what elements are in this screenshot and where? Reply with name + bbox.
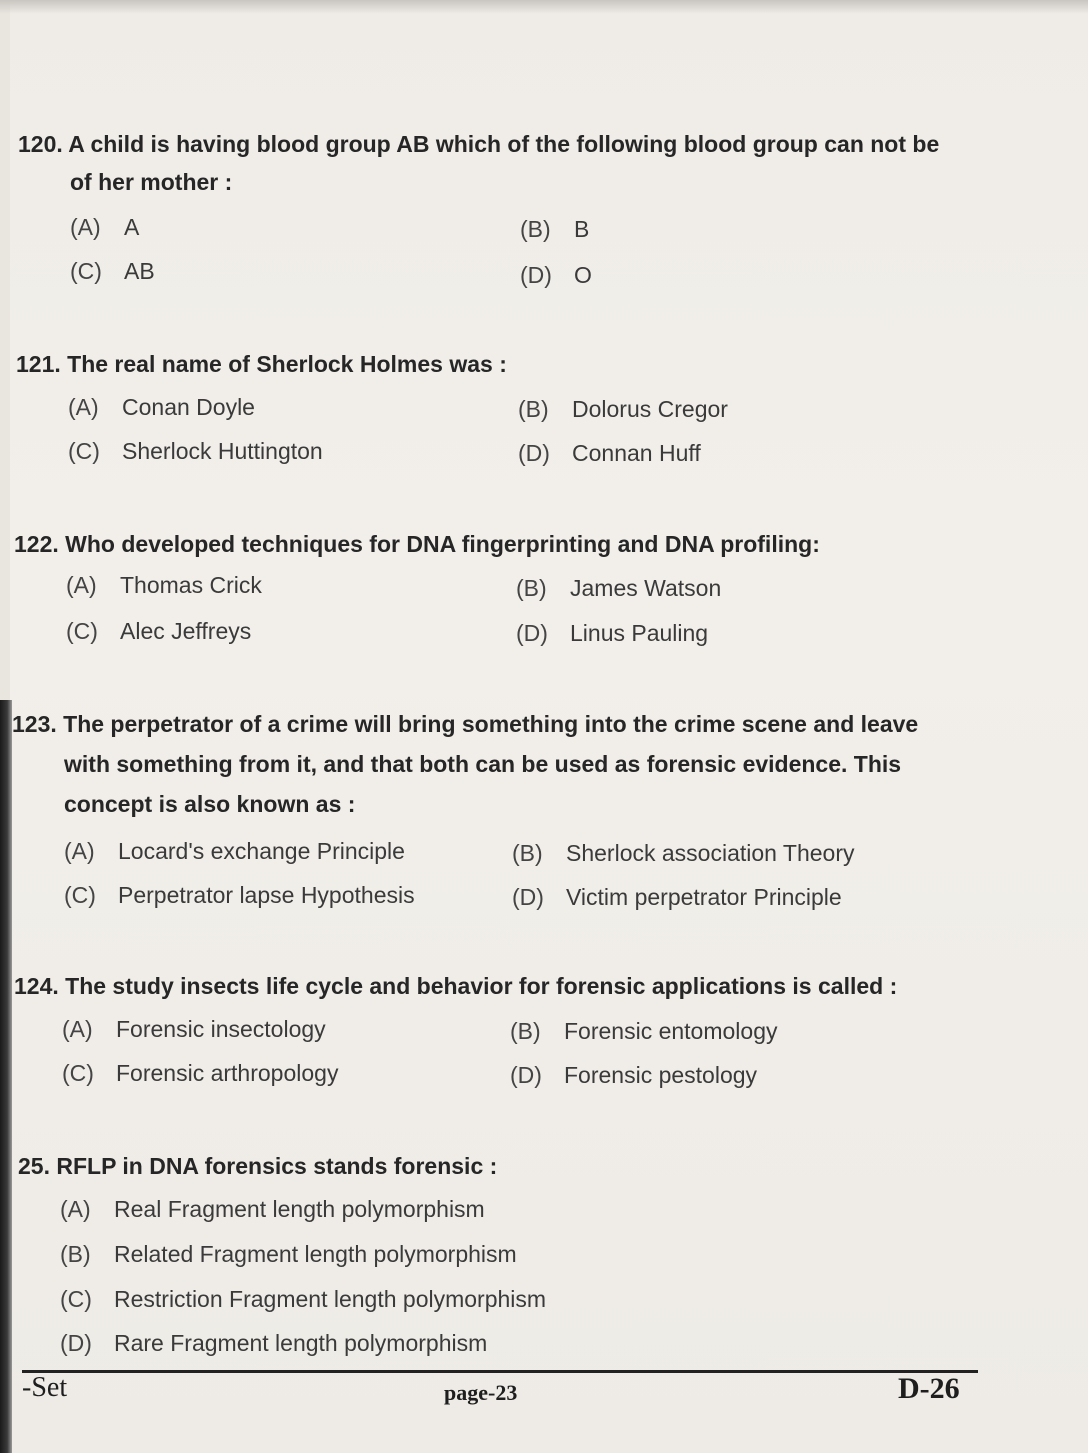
question-124-option-c bbox=[62, 1058, 338, 1088]
question-125-text-line1: 25. RFLP in DNA forensics stands forensic : bbox=[18, 1153, 498, 1179]
option-text: Thomas Crick bbox=[120, 572, 262, 598]
option-label: (C) bbox=[68, 438, 100, 464]
page-top-shadow bbox=[0, 0, 1088, 14]
option-label: (D) bbox=[516, 620, 548, 646]
option-text: Restriction Fragment length polymorphism bbox=[114, 1286, 547, 1312]
question-120-option-a bbox=[70, 212, 139, 242]
option-label: (C) bbox=[64, 882, 96, 908]
question-123-text-line3: concept is also known as : bbox=[64, 791, 356, 817]
question-122-option-b bbox=[516, 573, 721, 603]
option-label: (C) bbox=[60, 1286, 92, 1312]
option-label: (C) bbox=[70, 258, 102, 284]
option-text: Conan Doyle bbox=[122, 394, 255, 420]
option-text: Related Fragment length polymorphism bbox=[114, 1241, 517, 1267]
option-text: Forensic entomology bbox=[564, 1018, 778, 1044]
option-text: Locard's exchange Principle bbox=[118, 838, 405, 864]
question-124-text-line1: 124. The study insects life cycle and behavior for forensic applications is called : bbox=[14, 973, 898, 999]
option-label: (B) bbox=[510, 1018, 541, 1044]
page-binding-edge bbox=[0, 700, 12, 1453]
option-label: (A) bbox=[70, 214, 101, 240]
option-text: Linus Pauling bbox=[570, 620, 709, 646]
option-label: (A) bbox=[66, 572, 97, 598]
option-text: B bbox=[574, 216, 590, 242]
option-label: (B) bbox=[60, 1241, 91, 1267]
footer-rule bbox=[22, 1370, 978, 1373]
option-label: (C) bbox=[66, 618, 98, 644]
option-label: (D) bbox=[518, 440, 550, 466]
question-125-option-d bbox=[60, 1328, 487, 1358]
option-label: (D) bbox=[520, 262, 552, 288]
question-121-option-c bbox=[68, 436, 323, 466]
option-label: (A) bbox=[64, 838, 95, 864]
option-text: Forensic insectology bbox=[116, 1016, 326, 1042]
question-121-text-line1: 121. The real name of Sherlock Holmes was : bbox=[16, 351, 507, 377]
option-text: Sherlock association Theory bbox=[566, 840, 855, 866]
option-text: Connan Huff bbox=[572, 440, 701, 466]
question-120-option-d bbox=[520, 260, 592, 290]
option-text: Forensic arthropology bbox=[116, 1060, 339, 1086]
question-124-option-d bbox=[510, 1060, 757, 1090]
option-text: Victim perpetrator Principle bbox=[566, 884, 842, 910]
footer-page-code: D-26 bbox=[898, 1372, 960, 1405]
option-label: (D) bbox=[60, 1330, 92, 1356]
question-122-option-a bbox=[66, 570, 262, 600]
question-123-option-a bbox=[64, 836, 405, 866]
question-122-option-d bbox=[516, 618, 708, 648]
option-text: A bbox=[124, 214, 140, 240]
option-label: (D) bbox=[510, 1062, 542, 1088]
option-label: (B) bbox=[518, 396, 549, 422]
question-121-option-d bbox=[518, 438, 701, 468]
option-text: Sherlock Huttington bbox=[122, 438, 323, 464]
question-120-option-c bbox=[70, 256, 155, 286]
option-text: AB bbox=[124, 258, 155, 284]
question-120-option-b bbox=[520, 214, 589, 244]
question-123-option-d bbox=[512, 882, 842, 912]
question-123-text-line1: 123. The perpetrator of a crime will bring something into the crime scene and leave bbox=[12, 711, 919, 737]
option-label: (A) bbox=[68, 394, 99, 420]
footer-set-label: -Set bbox=[22, 1372, 68, 1403]
option-text: Alec Jeffreys bbox=[120, 618, 252, 644]
option-label: (B) bbox=[516, 575, 547, 601]
option-text: Perpetrator lapse Hypothesis bbox=[118, 882, 415, 908]
option-text: Dolorus Cregor bbox=[572, 396, 728, 422]
option-label: (B) bbox=[520, 216, 551, 242]
question-120-text-line2: of her mother : bbox=[70, 169, 233, 195]
question-124-option-a bbox=[62, 1014, 326, 1044]
question-120-text-line1: 120. A child is having blood group AB which of the following blood group can not be bbox=[18, 131, 940, 157]
question-123-option-c bbox=[64, 880, 415, 910]
option-label: (A) bbox=[60, 1196, 91, 1222]
question-122-option-c bbox=[66, 616, 251, 646]
question-121-option-a bbox=[68, 392, 255, 422]
footer-page-number: page-23 bbox=[444, 1380, 518, 1405]
question-121-option-b bbox=[518, 394, 728, 424]
question-123-text-line2: with something from it, and that both can be used as forensic evidence. This bbox=[64, 751, 902, 777]
option-text: Real Fragment length polymorphism bbox=[114, 1196, 485, 1222]
option-text: James Watson bbox=[570, 575, 722, 601]
option-text: O bbox=[574, 262, 592, 288]
option-text: Forensic pestology bbox=[564, 1062, 758, 1088]
option-text: Rare Fragment length polymorphism bbox=[114, 1330, 488, 1356]
option-label: (B) bbox=[512, 840, 543, 866]
option-label: (A) bbox=[62, 1016, 93, 1042]
question-123-option-b bbox=[512, 838, 855, 868]
question-124-option-b bbox=[510, 1016, 778, 1046]
question-125-option-a bbox=[60, 1194, 485, 1224]
question-125-option-c bbox=[60, 1284, 546, 1314]
option-label: (D) bbox=[512, 884, 544, 910]
question-122-text-line1: 122. Who developed techniques for DNA fingerprinting and DNA profiling: bbox=[14, 531, 820, 557]
question-125-option-b bbox=[60, 1239, 517, 1269]
option-label: (C) bbox=[62, 1060, 94, 1086]
